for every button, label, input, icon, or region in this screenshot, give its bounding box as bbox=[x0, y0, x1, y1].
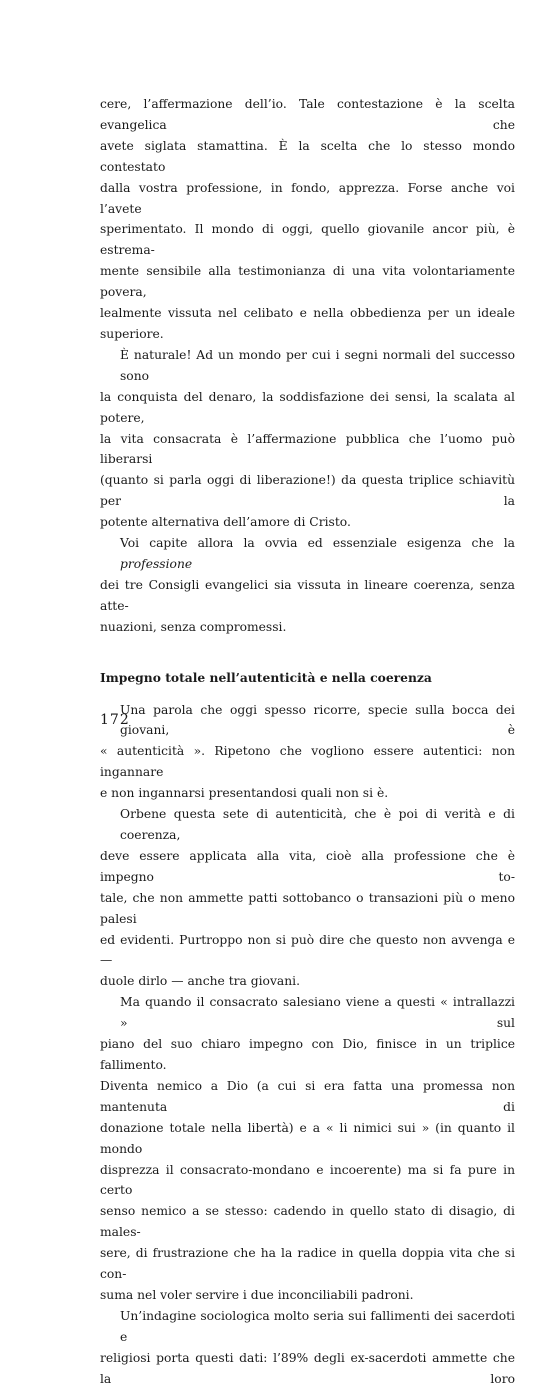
page-body bbox=[100, 94, 515, 1389]
text-line: sperimentato. Il mondo di oggi, quello giovanile ancor più, è estrema- bbox=[100, 222, 515, 258]
text-line: ed evidenti. Purtroppo non si può dire che questo non avvenga e — bbox=[100, 932, 515, 968]
text-line: Diventa nemico a Dio (a cui si era fatta una promessa non mantenuta di bbox=[100, 1078, 515, 1114]
text-line: religiosi porta questi dati: l’89% degli ex-sacerdoti ammette che la loro bbox=[100, 1350, 515, 1386]
paragraph-4 bbox=[100, 700, 515, 805]
text-line: senso nemico a se stesso: cadendo in quello stato di disagio, di males- bbox=[100, 1204, 515, 1240]
text-line: (quanto si parla oggi di liberazione!) da questa triplice schiavitù per la bbox=[100, 473, 515, 509]
text-line: suma nel voler servire i due inconciliabili padroni. bbox=[100, 1287, 414, 1302]
text-line: la vita consacrata è l’affermazione pubblica che l’uomo può liberarsi bbox=[100, 431, 515, 467]
text-line: disprezza il consacrato-mondano e incoerente) ma si fa pure in certo bbox=[100, 1162, 515, 1198]
text-line: Ma quando il consacrato salesiano viene a questi « intrallazzi » sul bbox=[120, 995, 515, 1031]
text-line: Una parola che oggi spesso ricorre, specie sulla bocca dei giovani, è bbox=[120, 702, 515, 738]
text-line: nuazioni, senza compromessi. bbox=[100, 619, 287, 634]
text-line: sere, di frustrazione che ha la radice in quella doppia vita che si con- bbox=[100, 1246, 515, 1282]
text-line: lealmente vissuta nel celibato e nella obbedienza per un ideale superiore. bbox=[100, 306, 515, 341]
text-line: avete siglata stamattina. È la scelta che lo stesso mondo contestato bbox=[100, 138, 515, 174]
text-line: cere, l’affermazione dell’io. Tale contestazione è la scelta evangelica che bbox=[100, 97, 515, 132]
text-line: duole dirlo — anche tra giovani. bbox=[100, 974, 300, 989]
text-line: dalla vostra professione, in fondo, apprezza. Forse anche voi l’avete bbox=[100, 180, 515, 216]
text-line bbox=[100, 533, 515, 575]
text-line: tale, che non ammette patti sottobanco o transazioni più o meno palesi bbox=[100, 890, 515, 926]
paragraph-1 bbox=[100, 94, 515, 345]
text-line: Un’indagine sociologica molto seria sui fallimenti dei sacerdoti e bbox=[120, 1308, 515, 1344]
paragraph-6 bbox=[100, 992, 515, 1306]
paragraph-3 bbox=[100, 533, 515, 638]
text-line: Orbene questa sete di autenticità, che è poi di verità e di coerenza, bbox=[120, 807, 515, 842]
paragraph-2 bbox=[100, 345, 515, 533]
text-line: « autenticità ». Ripetono che vogliono essere autentici: non ingannare bbox=[100, 744, 515, 780]
italic-term: professione bbox=[120, 556, 193, 571]
section-title: Impegno totale nell’autenticità e nella coerenza bbox=[100, 669, 432, 685]
paragraph-7 bbox=[100, 1306, 515, 1389]
text-line: donazione totale nella libertà) e a « li nimici sui » (in quanto il mondo bbox=[100, 1120, 515, 1156]
text-line: e non ingannarsi presentandosi quali non si è. bbox=[100, 786, 389, 801]
text-line: dei tre Consigli evangelici sia vissuta in lineare coerenza, senza atte- bbox=[100, 577, 515, 613]
text-line: deve essere applicata alla vita, cioè alla professione che è impegno to- bbox=[100, 848, 515, 884]
text-line: potente alternativa dell’amore di Cristo. bbox=[100, 515, 351, 530]
text-line: la conquista del denaro, la soddisfazione dei sensi, la scalata al potere, bbox=[100, 389, 515, 425]
text-line: piano del suo chiaro impegno con Dio, finisce in un triplice fallimento. bbox=[100, 1037, 515, 1072]
text-line: È naturale! Ad un mondo per cui i segni normali del successo sono bbox=[120, 347, 515, 383]
text-line: mente sensibile alla testimonianza di una vita volontariamente povera, bbox=[100, 264, 515, 300]
text-run: Voi capite allora la ovvia ed essenziale esigenza che la bbox=[120, 536, 515, 551]
page-number: 172 bbox=[100, 712, 130, 728]
paragraph-5 bbox=[100, 804, 515, 992]
